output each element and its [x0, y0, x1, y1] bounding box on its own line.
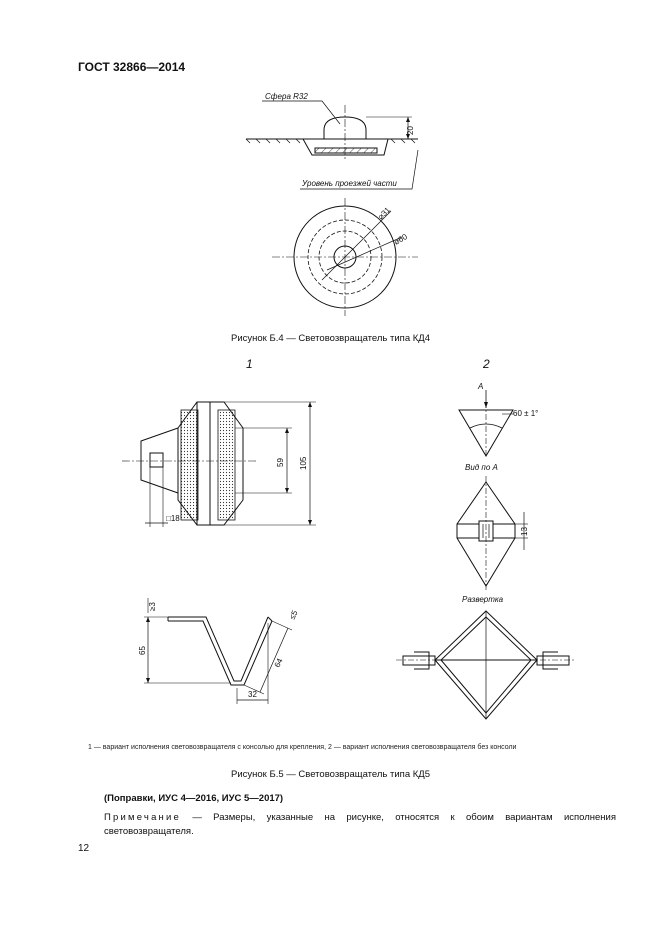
fig-b4-side-view	[246, 101, 418, 189]
view-arrow-label: А	[478, 382, 484, 391]
variant-1-number: 1	[246, 357, 253, 371]
dim-d60: ⌀60	[392, 232, 409, 247]
unfold-label: Развертка	[462, 595, 504, 604]
figure-b5-caption: Рисунок Б.5 — Световозвращатель типа КД5	[231, 769, 430, 780]
dim-d31: ⌀31	[376, 205, 393, 222]
road-level-label: Уровень проезжей части	[302, 179, 397, 188]
dim-le5: ≤5	[287, 609, 300, 621]
note-label: Примечание	[104, 812, 181, 823]
dim-13: 13	[520, 527, 529, 536]
dim-20: 20	[406, 126, 415, 135]
view-label: Вид по А	[465, 463, 498, 472]
dim-64: 64	[272, 656, 285, 669]
dim-65: 65	[138, 646, 147, 655]
fig-b5-variant2	[396, 390, 576, 719]
sphere-label: Сфера R32	[265, 92, 308, 101]
figure-b4-caption: Рисунок Б.4 — Световозвращатель типа КД4	[231, 333, 430, 344]
standard-header: ГОСТ 32866—2014	[78, 60, 186, 74]
dim-59: 59	[276, 458, 285, 467]
dim-32: 32	[248, 690, 257, 699]
fig-b5-variant1-front	[122, 402, 316, 527]
amendments-note: (Поправки, ИУС 4—2016, ИУС 5—2017)	[104, 793, 284, 804]
note-text: — Размеры, указанные на рисунке, относятся к обоим вариантам исполнения световозвращателя.	[104, 812, 616, 837]
variant-2-number: 2	[483, 357, 490, 371]
note-paragraph	[104, 811, 616, 839]
dim-18: □18	[166, 514, 180, 523]
fig-b4-top-view	[272, 198, 418, 316]
dim-105: 105	[299, 456, 308, 470]
fig-b5-variant1-profile	[144, 598, 292, 704]
angle-label: 60 ± 1°	[513, 409, 539, 418]
dim-ge3: ≥3	[148, 602, 157, 611]
figure-b5-legend: 1 — вариант исполнения световозвращателя с консолью для крепления, 2 — вариант исполнения световозвращателя без консоли	[88, 744, 517, 751]
page-number: 12	[78, 843, 90, 854]
